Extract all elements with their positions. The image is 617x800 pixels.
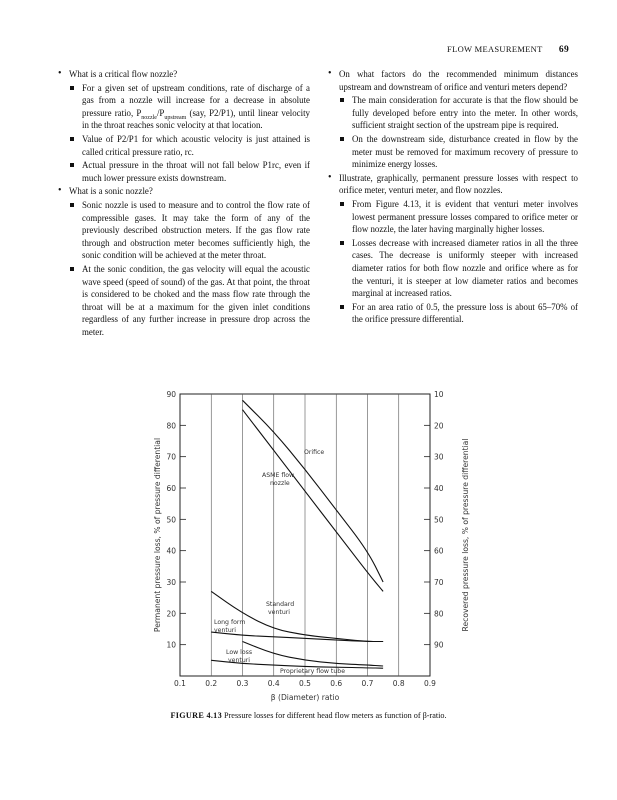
x-tick-label: 0.4: [267, 679, 280, 688]
y2-tick-label: 30: [434, 452, 444, 462]
answer-bullet: From Figure 4.13, it is evident that venturi meter involves lowest permanent pressure losses compared to orifice meter or flow nozzle, the later having marginally higher losses.: [328, 198, 578, 236]
y2-tick-label: 10: [434, 390, 444, 399]
left-column: [58, 68, 310, 339]
y-tick-label: 40: [166, 546, 176, 556]
running-header: [447, 44, 569, 55]
x-tick-label: 0.1: [174, 679, 186, 688]
question-sonic-nozzle: • What is a sonic nozzle?: [58, 185, 310, 198]
x-tick-label: 0.9: [424, 679, 436, 688]
label-asme-flow-nozzle-1: ASME flow: [262, 472, 295, 479]
answer-bullet: Sonic nozzle is used to measure and to control the flow rate of compressible gases. It may take the form of any of the previously described obstruction meters. If the gas flow rate through and obstruction meter becomes sufficiently high, the sonic condition will be achieved at the meter throat.: [58, 199, 310, 262]
subscript-upstream: upstream: [164, 114, 187, 121]
x-tick-label: 0.3: [236, 679, 249, 688]
label-orifice: Orifice: [304, 449, 325, 456]
subscript-nozzle: nozzle: [141, 114, 157, 121]
series-line-standard-venturi: [211, 591, 383, 641]
y-tick-label: 80: [166, 421, 176, 431]
label-proprietary-flow-tube: Proprietary flow tube: [280, 668, 345, 675]
x-tick-label: 0.5: [299, 679, 311, 688]
answer-bullet: Value of P2/P1 for which acoustic velocity is just attained is called critical pressure ratio, rc.: [58, 133, 310, 158]
answer-bullet: Actual pressure in the throat will not fall below P1rc, even if much lower pressure exists downstream.: [58, 159, 310, 184]
right-column: [328, 68, 578, 327]
y2-axis-label: Recovered pressure loss, % of pressure differential: [461, 438, 470, 632]
y-tick-label: 90: [166, 390, 176, 399]
answer-text-pre: For a given set of upstream conditions, rate of discharge of a gas from a nozzle will increase for a decrease in absolute pressure ratio, P: [82, 82, 310, 118]
y2-tick-label: 20: [434, 421, 444, 431]
answer-bullet: On the downstream side, disturbance created in flow by the meter must be removed for maximum recovery of pressure to minimize energy losses.: [328, 133, 578, 171]
x-tick-label: 0.6: [330, 679, 343, 688]
figure-caption: [0, 711, 617, 720]
answer-text-post: (say, P2/P1), until linear velocity in the throat reaches sonic velocity at that location.: [82, 107, 310, 131]
question-recommended-distances: • On what factors do the recommended minimum distances upstream and downstream of orifice and venturi meters depend?: [328, 68, 578, 93]
y2-tick-label: 60: [434, 546, 444, 556]
y2-tick-label: 90: [434, 640, 444, 650]
answer-bullet: [58, 82, 310, 132]
label-low-loss-venturi-2: venturi: [228, 657, 251, 664]
label-standard-venturi-2: venturi: [268, 609, 291, 616]
answer-bullet: For an area ratio of 0.5, the pressure loss is about 65–70% of the orifice pressure differential.: [328, 301, 578, 326]
question-critical-flow-nozzle: • What is a critical flow nozzle?: [58, 68, 310, 81]
label-low-loss-venturi-1: Low loss: [226, 649, 253, 656]
label-standard-venturi-1: Standard: [266, 601, 295, 608]
series-line-orifice: [243, 400, 384, 582]
x-tick-label: 0.8: [392, 679, 405, 688]
y-tick-label: 10: [166, 640, 176, 650]
y2-tick-label: 50: [434, 515, 444, 525]
series-line-asme-flow-nozzle: [243, 410, 384, 592]
question-pressure-losses: • Illustrate, graphically, permanent pressure losses with respect to orifice meter, venturi meter, and flow nozzles.: [328, 172, 578, 197]
answer-bullet: The main consideration for accurate is that the flow should be fully developed before entry into the meter. In other words, sufficient straight section of the upstream pipe is required.: [328, 94, 578, 132]
x-tick-label: 0.2: [205, 679, 218, 688]
y2-tick-label: 40: [434, 484, 444, 493]
answer-bullet: At the sonic condition, the gas velocity will equal the acoustic wave speed (speed of sound) of the gas. At that point, the throat is considered to be choked and the mass flow rate through the throat will be at a maximum for the given inlet conditions regardless of any further increase in pressure drop across the meter.: [58, 263, 310, 339]
y-tick-label: 20: [166, 609, 176, 619]
y2-tick-label: 70: [434, 578, 444, 587]
section-title: FLOW MEASUREMENT: [447, 44, 543, 54]
label-asme-flow-nozzle-2: nozzle: [270, 480, 290, 487]
y2-tick-label: 80: [434, 609, 444, 619]
answer-text-slash: /P: [156, 107, 165, 118]
figure-4-13: [150, 388, 480, 706]
caption-text: Pressure losses for different head flow meters as function of β-ratio.: [224, 711, 447, 720]
page-number: 69: [558, 45, 569, 55]
series-line-proprietary-flow-tube: [243, 642, 384, 667]
y-tick-label: 30: [166, 578, 176, 587]
label-long-form-venturi-2: venturi: [214, 627, 237, 634]
y-axis-label: Permanent pressure loss, % of pressure differential: [153, 437, 162, 633]
y-tick-label: 60: [166, 484, 176, 493]
caption-label: FIGURE 4.13: [170, 711, 222, 720]
y-tick-label: 70: [166, 452, 176, 462]
x-tick-label: 0.7: [361, 679, 374, 688]
y-tick-label: 50: [166, 515, 176, 525]
label-long-form-venturi-1: Long form: [214, 619, 246, 626]
pressure-loss-chart: [150, 388, 480, 706]
answer-bullet: Losses decrease with increased diameter ratios in all the three cases. The decrease is uniformly steeper with increased diameter ratios for both flow nozzle and orifice where as for the venturi, it is steeper at low diameter ratios and becomes marginal at increased ratios.: [328, 237, 578, 300]
x-axis-label: β (Diameter) ratio: [270, 693, 340, 702]
